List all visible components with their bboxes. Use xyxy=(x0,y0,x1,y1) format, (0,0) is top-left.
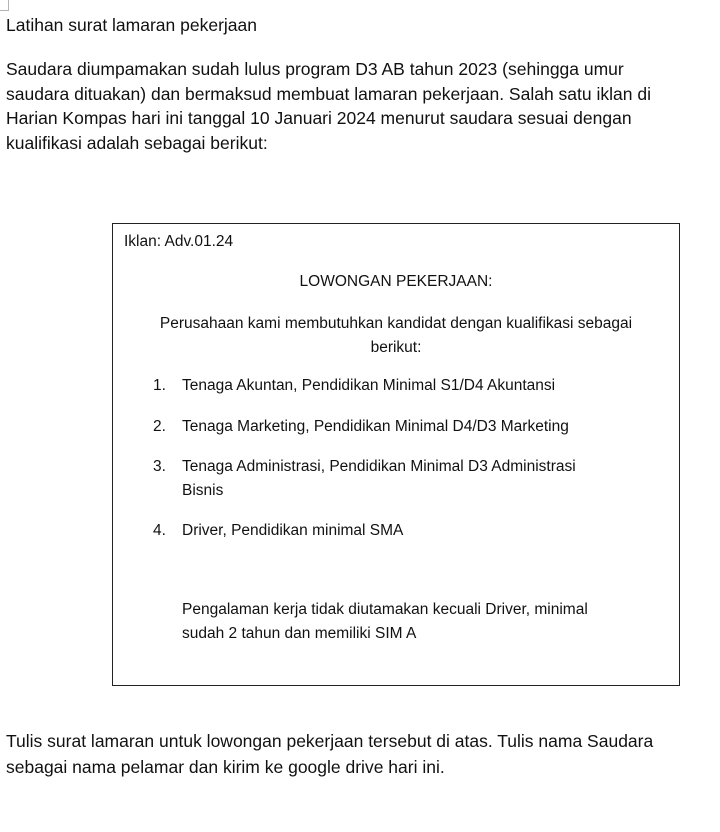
job-requirement-item xyxy=(113,415,576,439)
ad-code: Iklan: Adv.01.24 xyxy=(124,233,234,250)
list-number: 3. xyxy=(153,458,166,475)
job-requirement-line: Tenaga Marketing, Pendidikan Minimal D4/D3 Marketing xyxy=(182,417,569,435)
intro-line: saudara dituakan) dan bermaksud membuat lamaran pekerjaan. Salah satu iklan di xyxy=(6,83,651,104)
closing-line: sebagai nama pelamar dan kirim ke google drive hari ini. xyxy=(6,757,445,777)
job-requirement-line: Tenaga Administrasi, Pendidikan Minimal D3 Administrasi xyxy=(182,458,576,475)
job-requirement-text xyxy=(182,455,576,502)
intro-paragraph xyxy=(6,57,718,155)
job-advertisement-box xyxy=(112,223,680,686)
ad-description xyxy=(123,312,669,359)
ad-title: LOWONGAN PEKERJAAN: xyxy=(299,273,493,290)
list-number: 2. xyxy=(153,417,166,435)
job-requirement-item xyxy=(113,374,576,398)
job-requirement-line: Tenaga Akuntan, Pendidikan Minimal S1/D4 Akuntansi xyxy=(182,377,556,394)
job-requirements-list xyxy=(113,374,576,560)
document-heading: Latihan surat lamaran pekerjaan xyxy=(6,15,257,35)
ad-note xyxy=(182,598,588,646)
job-requirement-item xyxy=(113,519,576,543)
ad-note-line: Pengalaman kerja tidak diutamakan kecuali Driver, minimal xyxy=(182,601,588,618)
job-requirement-line: Bisnis xyxy=(182,481,224,499)
ad-description-line: Perusahaan kami membutuhkan kandidat dengan kualifikasi sebagai xyxy=(159,315,633,332)
intro-line: kualifikasi adalah sebagai berikut: xyxy=(6,132,268,153)
job-requirement-line: Driver, Pendidikan minimal SMA xyxy=(182,522,404,539)
list-number: 4. xyxy=(153,522,166,539)
closing-instructions xyxy=(6,728,718,780)
job-requirement-text xyxy=(182,519,576,543)
intro-line: Harian Kompas hari ini tanggal 10 Januari 2024 menurut saudara sesuai dengan xyxy=(6,108,632,128)
closing-line: Tulis surat lamaran untuk lowongan pekerjaan tersebut di atas. Tulis nama Saudara xyxy=(6,731,654,751)
ad-note-line: sudah 2 tahun dan memiliki SIM A xyxy=(182,625,417,642)
job-requirement-item xyxy=(113,455,576,502)
job-requirement-text xyxy=(182,374,576,398)
intro-line: Saudara diumpamakan sudah lulus program D3 AB tahun 2023 (sehingga umur xyxy=(6,59,624,79)
page-corner-marker xyxy=(0,0,9,11)
list-number: 1. xyxy=(153,377,166,394)
ad-description-line: berikut: xyxy=(370,338,422,356)
job-requirement-text xyxy=(182,415,576,439)
